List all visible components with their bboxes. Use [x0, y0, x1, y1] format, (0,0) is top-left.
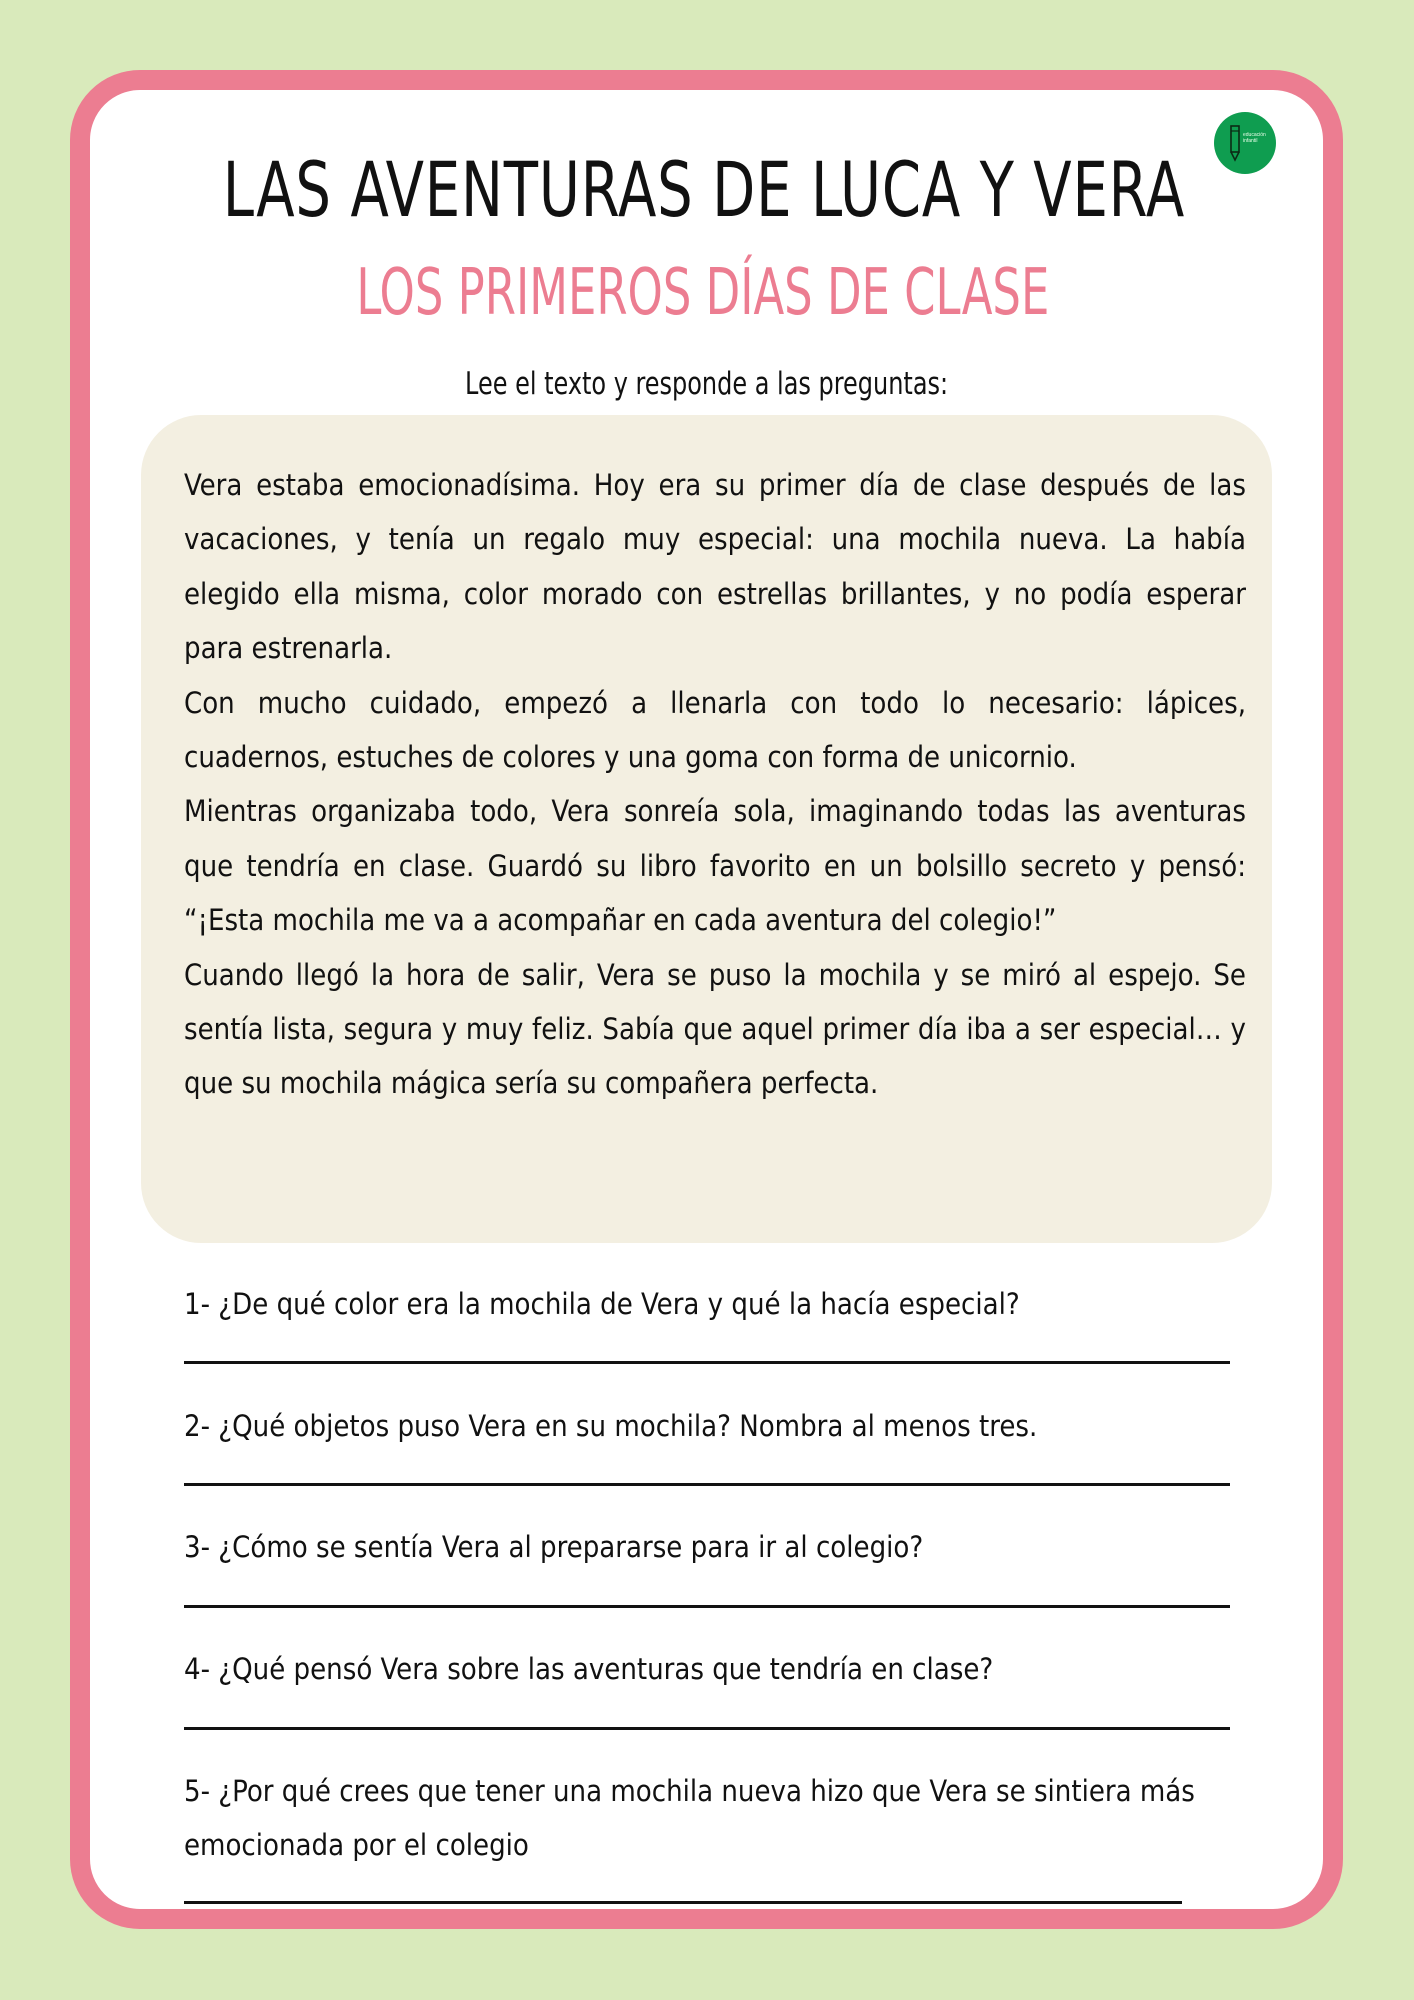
story-paragraph: Mientras organizaba todo, Vera sonreía sola, imaginando todas las aventuras que tendría en clase. Guardó su libro favorito en un bolsillo secreto y pensó: “¡Esta mochila me va a acompañar en cada aventura del colegio!” — [184, 794, 1246, 938]
answer-line-3[interactable] — [184, 1605, 1230, 1608]
story-paragraph: Cuando llegó la hora de salir, Vera se puso la mochila y se miró al espejo. Se sentía lista, segura y muy feliz. Sabía que aquel primer día iba a ser especial… y que su mochila mágica sería su compañera perfecta. — [184, 957, 1246, 1101]
answer-line-2[interactable] — [184, 1483, 1230, 1486]
story-paragraph: Vera estaba emocionadísima. Hoy era su primer día de clase después de las vacaciones, y tenía un regalo muy especial: una mochila nueva. La había elegido ella misma, color morado con estrellas brillantes, y no podía esperar para estrenarla. — [184, 468, 1246, 666]
question-1: 1- ¿De qué color era la mochila de Vera y qué la hacía especial? — [184, 1287, 1020, 1321]
story-text — [184, 458, 1246, 1111]
question-4: 4- ¿Qué pensó Vera sobre las aventuras que tendría en clase? — [184, 1652, 994, 1686]
question-2: 2- ¿Qué objetos puso Vera en su mochila? Nombra al menos tres. — [184, 1409, 1038, 1443]
question-5: 5- ¿Por qué crees que tener una mochila nueva hizo que Vera se sintiera más emocionada por el colegio — [184, 1774, 1195, 1862]
story-paragraph: Con mucho cuidado, empezó a llenarla con todo lo necesario: lápices, cuadernos, estuches de colores y una goma con forma de unicornio. — [184, 685, 1246, 775]
answer-line-4[interactable] — [184, 1727, 1230, 1730]
instruction-text: Lee el texto y responde a las preguntas: — [465, 366, 949, 402]
answer-line-1[interactable] — [184, 1361, 1230, 1364]
worksheet-subtitle: LOS PRIMEROS DÍAS DE CLASE — [356, 256, 1050, 330]
logo-text: educación infantil — [1243, 132, 1266, 144]
question-3: 3- ¿Cómo se sentía Vera al prepararse para ir al colegio? — [184, 1530, 924, 1564]
answer-line-5[interactable] — [184, 1901, 1182, 1904]
worksheet-title: LAS AVENTURAS DE LUCA Y VERA — [222, 145, 1186, 234]
